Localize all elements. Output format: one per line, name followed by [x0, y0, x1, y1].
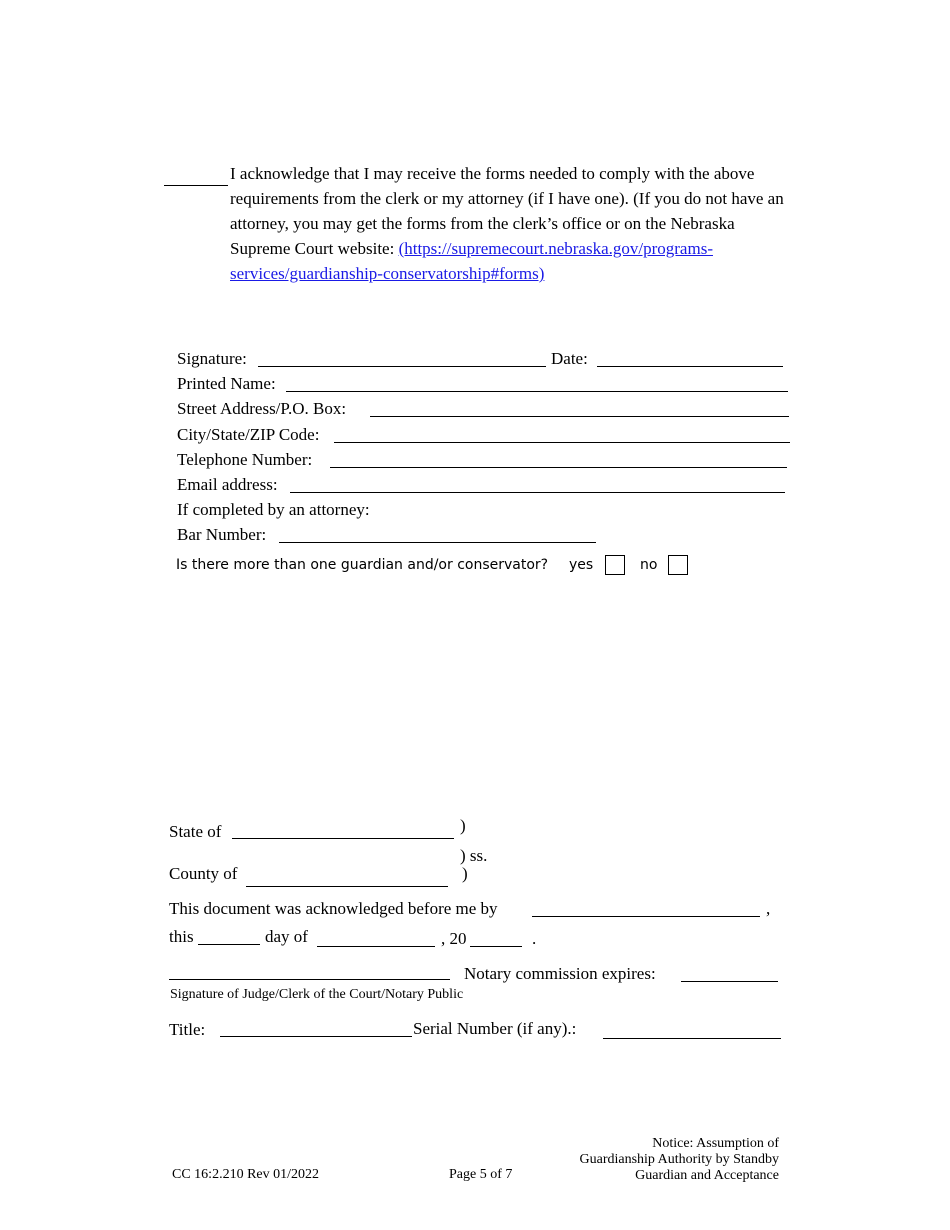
forms-website-link[interactable]: (https://supremecourt.nebraska.gov/programs-services/guardianship-conservatorship#forms): [230, 239, 713, 283]
no-checkbox[interactable]: [668, 555, 688, 575]
telephone-line[interactable]: [330, 467, 787, 468]
attorney-note: If completed by an attorney:: [177, 500, 370, 519]
commission-expires-line[interactable]: [681, 981, 778, 982]
month-line[interactable]: [317, 946, 435, 947]
county-line[interactable]: [246, 886, 448, 887]
acknowledged-text: This document was acknowledged before me by: [169, 899, 498, 918]
acknowledgement-paragraph: [230, 161, 790, 286]
date-line[interactable]: [597, 366, 783, 367]
email-label: Email address:: [177, 475, 278, 494]
yes-label: yes: [569, 557, 594, 573]
multiple-guardian-question: Is there more than one guardian and/or conservator?: [176, 557, 549, 573]
county-of-label: County of: [169, 864, 238, 883]
street-address-line[interactable]: [370, 416, 789, 417]
notary-signature-caption: Signature of Judge/Clerk of the Court/Notary Public: [170, 987, 464, 1002]
paren-ss: ) ss.: [460, 846, 488, 865]
telephone-label: Telephone Number:: [177, 450, 313, 469]
serial-number-line[interactable]: [603, 1038, 781, 1039]
street-address-label: Street Address/P.O. Box:: [177, 399, 347, 418]
city-state-zip-line[interactable]: [334, 442, 790, 443]
paren-bottom: ): [462, 864, 468, 883]
bar-number-line[interactable]: [279, 542, 596, 543]
state-of-label: State of: [169, 822, 222, 841]
printed-name-label: Printed Name:: [177, 374, 276, 393]
title-line[interactable]: [220, 1036, 412, 1037]
footer-title: [580, 1136, 780, 1184]
acknowledged-comma: ,: [766, 899, 771, 918]
date-label: Date:: [551, 349, 588, 368]
day-line[interactable]: [198, 944, 260, 945]
no-label: no: [640, 557, 658, 573]
printed-name-line[interactable]: [286, 391, 788, 392]
signature-line[interactable]: [258, 366, 546, 367]
footer-title-line-3: Guardian and Acceptance: [635, 1168, 779, 1183]
state-line[interactable]: [232, 838, 454, 839]
bar-number-label: Bar Number:: [177, 525, 267, 544]
day-of-label: day of: [265, 927, 308, 946]
this-label: this: [169, 927, 194, 946]
year-prefix: , 20: [441, 929, 467, 948]
city-state-zip-label: City/State/ZIP Code:: [177, 425, 320, 444]
date-period: .: [532, 929, 537, 948]
footer-title-line-2: Guardianship Authority by Standby: [579, 1152, 779, 1167]
footer-title-line-1: Notice: Assumption of: [652, 1136, 779, 1151]
title-label: Title:: [169, 1020, 206, 1039]
acknowledgement-text: I acknowledge that I may receive the forms needed to comply with the above requirements from the clerk or my attorney (if I have one). (If you do not have an attorney, you may get the forms from the clerk’s office or on the Nebraska Supreme Court website:: [230, 164, 784, 258]
page-number: Page 5 of 7: [449, 1167, 513, 1182]
form-number: CC 16:2.210 Rev 01/2022: [172, 1167, 320, 1182]
acknowledged-by-line[interactable]: [532, 916, 760, 917]
yes-checkbox[interactable]: [605, 555, 625, 575]
year-line[interactable]: [470, 946, 522, 947]
commission-expires-label: Notary commission expires:: [464, 964, 656, 983]
acknowledgement-initial-line[interactable]: [164, 185, 228, 186]
serial-number-label: Serial Number (if any).:: [413, 1019, 577, 1038]
email-line[interactable]: [290, 492, 785, 493]
paren-top: ): [460, 816, 466, 835]
signature-label: Signature:: [177, 349, 247, 368]
notary-signature-line[interactable]: [169, 979, 450, 980]
